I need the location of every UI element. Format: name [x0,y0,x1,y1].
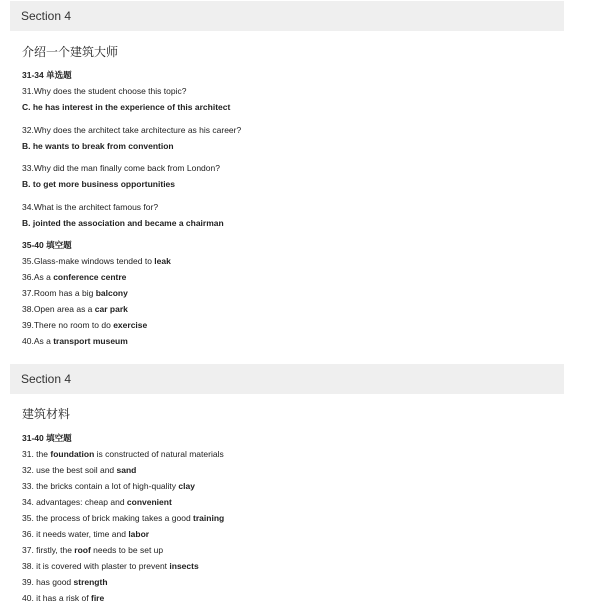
fill-answer: balcony [95,288,128,298]
fill-prefix: 39.There no room to do [22,320,114,330]
fill-prefix: 34. advantages: cheap and [22,497,127,507]
fill-item [22,465,136,476]
section-topic: 建筑材料 [22,407,71,421]
part-header: 35-40 填空题 [22,240,72,250]
fill-prefix: 32. use the best soil and [22,465,117,475]
fill-answer: exercise [113,320,148,330]
question-text: 33.Why did the man finally come back from London? [22,163,220,173]
fill-answer: transport museum [53,336,128,346]
section-topic: 介绍一个建筑大师 [22,45,119,59]
fill-answer: leak [154,256,171,266]
fill-prefix: 35.Glass-make windows tended to [22,256,155,266]
fill-answer: fire [90,593,105,603]
question-text: 32.Why does the architect take architecture as his career? [22,125,242,135]
question-text: 34.What is the architect famous for? [22,202,159,212]
fill-answer: roof [74,545,91,555]
fill-prefix: 37.Room has a big [22,288,96,298]
section-header: Section 4 [10,364,564,394]
fill-suffix: is constructed of natural materials [94,449,224,459]
fill-answer: conference centre [53,272,127,282]
fill-item [22,497,172,508]
fill-item [22,272,126,283]
answer-text: B. to get more business opportunities [22,179,176,189]
fill-prefix: 36. it needs water, time and [22,529,129,539]
fill-answer: insects [169,561,199,571]
fill-answer: sand [116,465,137,475]
part-header: 31-34 单选题 [22,70,72,80]
fill-item [22,545,163,556]
fill-answer: foundation [50,449,95,459]
fill-answer: labor [128,529,150,539]
fill-answer: clay [178,481,195,491]
fill-prefix: 38.Open area as a [22,304,95,314]
fill-answer: car park [94,304,128,314]
fill-prefix: 31. the [22,449,51,459]
fill-prefix: 36.As a [22,272,54,282]
section-header: Section 4 [10,1,564,31]
fill-prefix: 39. has good [22,577,74,587]
fill-prefix: 35. the process of brick making takes a good [22,513,194,523]
answer-text: C. he has interest in the experience of this architect [22,102,231,112]
fill-item [22,288,128,299]
fill-prefix: 37. firstly, the [22,545,75,555]
fill-answer: strength [73,577,108,587]
fill-item [22,593,104,604]
fill-item [22,577,108,588]
fill-item [22,561,199,572]
fill-item [22,449,224,460]
fill-item [22,529,149,540]
fill-item [22,336,128,347]
fill-answer: convenient [126,497,172,507]
fill-item [22,513,224,524]
answer-text: B. jointed the association and became a chairman [22,218,224,228]
fill-item [22,481,195,492]
fill-item [22,256,171,267]
fill-prefix: 33. the bricks contain a lot of high-quality [22,481,179,491]
fill-suffix: needs to be set up [90,545,164,555]
answer-text: B. he wants to break from convention [22,141,174,151]
fill-prefix: 38. it is covered with plaster to prevent [22,561,170,571]
fill-item [22,304,128,315]
fill-prefix: 40.As a [22,336,54,346]
part-header: 31-40 填空题 [22,433,72,443]
question-text: 31.Why does the student choose this topic? [22,86,187,96]
fill-prefix: 40. it has a risk of [22,593,91,603]
fill-item [22,320,147,331]
fill-answer: training [193,513,225,523]
